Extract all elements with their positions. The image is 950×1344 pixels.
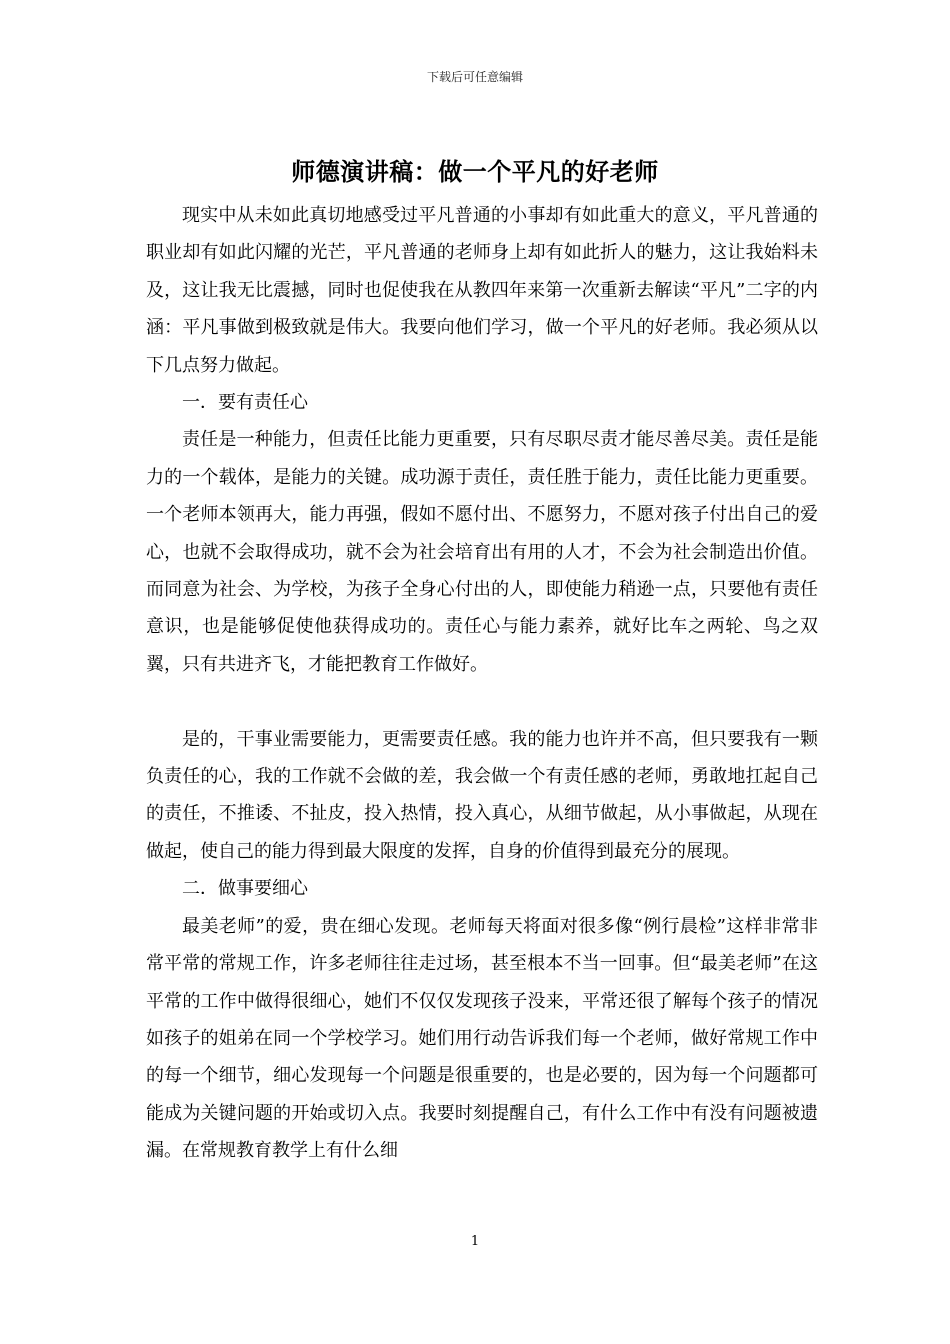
paragraph-ability: 是的，干事业需要能力，更需要责任感。我的能力也许并不高，但只要我有一颗负责任的心，我的工作就不会做的差，我会做一个有责任感的老师，勇敢地扛起自己的责任，不推诿、不扯皮，投入热情，投入真心，从细节做起，从小事做起，从现在做起，使自己的能力得到最大限度的发挥，自身的价值得到最充分的展现。 bbox=[146, 728, 818, 862]
paragraph-responsibility: 责任是一种能力，但责任比能力更重要，只有尽职尽责才能尽善尽美。责任是能力的一个载体，是能力的关键。成功源于责任，责任胜于能力，责任比能力更重要。一个老师本领再大，能力再强，假如不愿付出、不愿努力，不愿对孩子付出自己的爱心，也就不会取得成功，就不会为社会培育出有用的人才，不会为社会制造出价值。而同意为社会、为学校，为孩子全身心付出的人，即使能力稍逊一点，只要他有责任意识，也是能够促使他获得成功的。责任心与能力素养，就好比车之两轮、鸟之双翼，只有共进齐飞，才能把教育工作做好。 bbox=[146, 429, 818, 675]
page-header: 下载后可任意编辑 bbox=[426, 70, 523, 84]
section-heading-carefulness: 二．做事要细心 bbox=[182, 878, 308, 900]
page-number: 1 bbox=[470, 1234, 480, 1249]
document-body bbox=[146, 197, 818, 1170]
blank-line bbox=[146, 683, 818, 720]
paragraph-intro: 现实中从未如此真切地感受过平凡普通的小事却有如此重大的意义，平凡普通的职业却有如此闪耀的光芒，平凡普通的老师身上却有如此折人的魅力，这让我始料未及，这让我无比震撼，同时也促使我在从教四年来第一次重新去解读“平凡”二字的内涵：平凡事做到极致就是伟大。我要向他们学习，做一个平凡的好老师。我必须从以下几点努力做起。 bbox=[146, 205, 818, 376]
paragraph-carefulness: 最美老师”的爱，贵在细心发现。老师每天将面对很多像“例行晨检”这样非常非常平常的常规工作，许多老师往往走过场，甚至根本不当一回事。但“最美老师”在这平常的工作中做得很细心，她们不仅仅发现孩子没来，平常还很了解每个孩子的情况如孩子的姐弟在同一个学校学习。她们用行动告诉我们每一个老师，做好常规工作中的每一个细节，细心发现每一个问题是很重要的，也是必要的，因为每一个问题都可能成为关键问题的开始或切入点。我要时刻提醒自己，有什么工作中有没有问题被遗漏。在常规教育教学上有什么细 bbox=[146, 915, 818, 1162]
section-heading-responsibility: 一．要有责任心 bbox=[182, 392, 308, 414]
document-title: 师德演讲稿：做一个平凡的好老师 bbox=[291, 158, 659, 186]
